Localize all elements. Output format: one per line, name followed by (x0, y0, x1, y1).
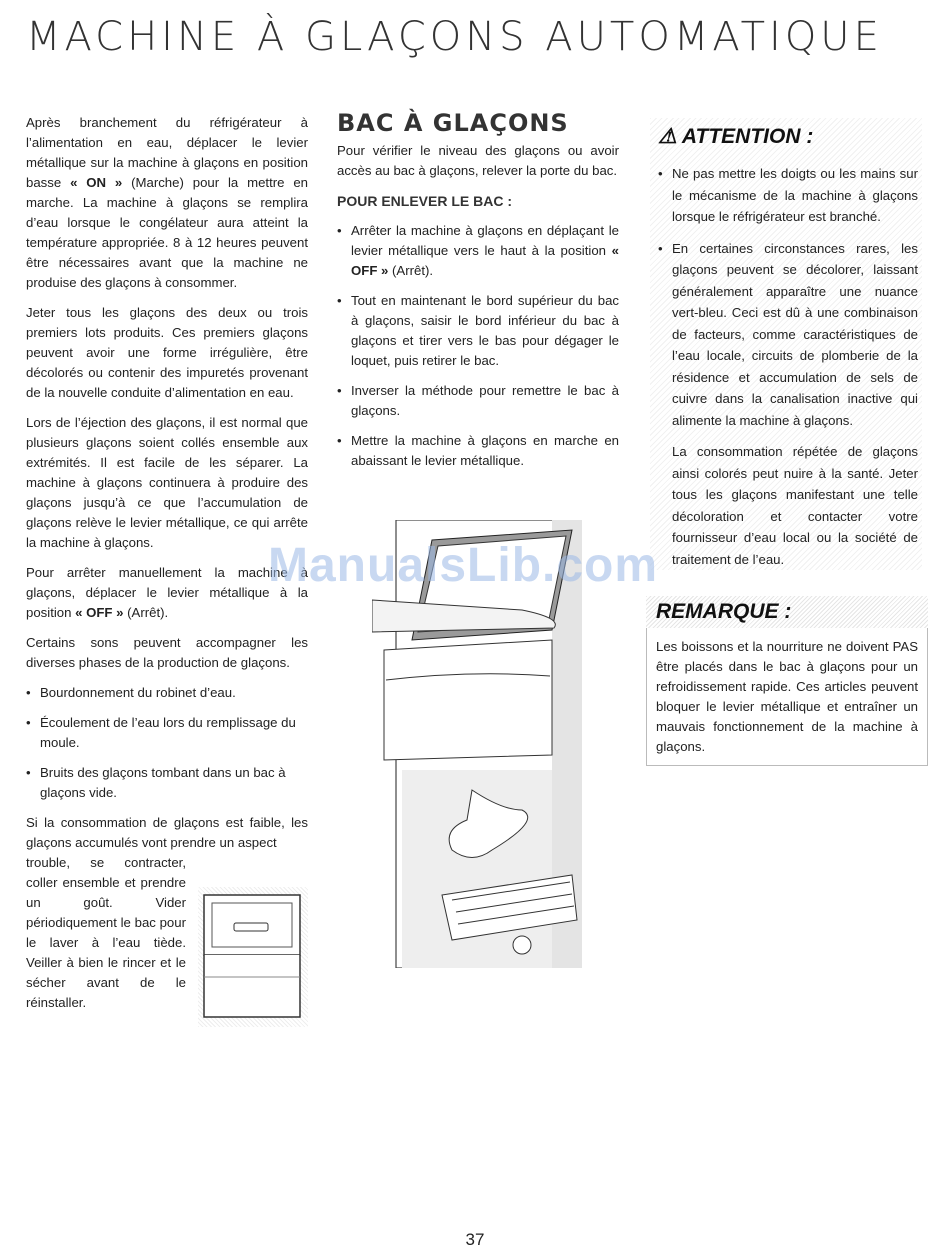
section-heading-ice-bin: BAC À GLAÇONS (337, 109, 569, 137)
list-item: • Inverser la méthode pour remettre le bac à glaçons. (337, 381, 619, 421)
attention-title: ⚠ ATTENTION : (658, 125, 814, 148)
remove-steps-list (337, 221, 619, 471)
page-title: MACHINE À GLAÇONS AUTOMATIQUE (26, 14, 883, 60)
attention-paragraph: La consommation répétée de glaçons ainsi colorés peut nuire à la santé. Jeter tous les glaçons manifestant une telle décoloration et contacter votre fournisseur d’eau local ou la société de traitement de l’eau. (672, 444, 918, 567)
list-item: • Bruits des glaçons tombant dans un bac à glaçons vide. (26, 763, 308, 803)
remarque-title: REMARQUE : (656, 600, 792, 623)
page-number: 37 (465, 1230, 485, 1249)
subheading-remove-bin: POUR ENLEVER LE BAC : (337, 193, 513, 209)
column-middle (337, 109, 619, 481)
paragraph-discard-first: Jeter tous les glaçons des deux ou trois premiers lots produits. Ces premiers glaçons peuvent avoir une forme irrégulière, être décolorés ou contenir des impuretés provenant de la nouvelle conduite d’alimentation en eau. (26, 305, 308, 400)
paragraph-sounds: Certains sons peuvent accompagner les diverses phases de la production de glaçons. (26, 635, 308, 670)
list-item: • Ne pas mettre les doigts ou les mains sur le mécanisme de la machine à glaçons lorsque le réfrigérateur est branché. (658, 163, 918, 228)
list-item: • En certaines circonstances rares, les glaçons peuvent se décolorer, laissant généralement apparaître une nuance vert-bleu. Ceci est dû à une combinaison de facteurs, comme caractéristiques de l’eau locale, circuits de plomberie de la résidence et accumulation de sels de cuivre dans la canalisation inactive qui alimente la machine à glaçons. (658, 238, 918, 432)
sounds-list (26, 683, 308, 803)
warning-icon: ⚠ (658, 125, 677, 148)
remarque-text: Les boissons et la nourriture ne doivent PAS être placés dans le bac à glaçons pour un refroidissement rapide. Ces articles peuvent bloquer le levier métallique et entraîner un mauvais fonctionnement de la machine à glaçons. (656, 639, 918, 754)
paragraph-power-on: Après branchement du réfrigérateur à l’alimentation en eau, déplacer le levier métallique sur la machine à glaçons en position basse « ON » (Marche) pour la mettre en marche. La machine à glaçons se remplira d’eau lorsque le congélateur aura atteint la température appropriée. 8 à 12 heures peuvent être nécessaires avant que la machine ne produise des glaçons à consommer. (26, 115, 309, 290)
watermark: ManualsLib.com (268, 539, 659, 592)
list-item: • Tout en maintenant le bord supérieur du bac à glaçons, saisir le bord inférieur du bac à glaçons et tirer vers le bas pour dégager le loquet, puis retirer le bac. (337, 291, 619, 371)
paragraph-low-usage: Si la consommation de glaçons est faible, les glaçons accumulés vont prendre un aspect (26, 815, 308, 850)
list-item: • Arrêter la machine à glaçons en déplaçant le levier métallique vers le haut à la position « OFF » (Arrêt). (337, 221, 619, 281)
attention-text (658, 163, 918, 570)
list-item: • Mettre la machine à glaçons en marche en abaissant le levier métallique. (337, 431, 619, 471)
ice-bin-icon (198, 887, 308, 1027)
column-left (26, 113, 308, 1013)
paragraph-intro: Pour vérifier le niveau des glaçons ou avoir accès au bac à glaçons, relever la porte du bac. (337, 143, 619, 178)
paragraph-manual-stop: Pour arrêter manuellement la machine à glaçons, déplacer le levier métallique à la position « OFF » (Arrêt). (26, 565, 308, 620)
paragraph-low-usage-wrap: trouble, se contracter, coller ensemble et prendre un goût. Vider périodiquement le bac pour le laver à l’eau tiède. Veiller à bien le rincer et le sécher avant de le réinstaller. (26, 855, 186, 1010)
paragraph-ejection: Lors de l’éjection des glaçons, il est normal que plusieurs glaçons soient collés ensemble aux extrémités. Il est facile de les séparer. La machine à glaçons continuera à produire des glaçons jusqu’à ce que l’accumulation de glaçons relève le levier métallique, ce qui arrête la machine à glaçons. (26, 415, 308, 550)
list-item: • Écoulement de l’eau lors du remplissage du moule. (26, 713, 308, 753)
list-item: • Bourdonnement du robinet d’eau. (26, 683, 308, 703)
ice-bin-illustration (198, 887, 308, 1027)
attention-list (658, 163, 918, 431)
